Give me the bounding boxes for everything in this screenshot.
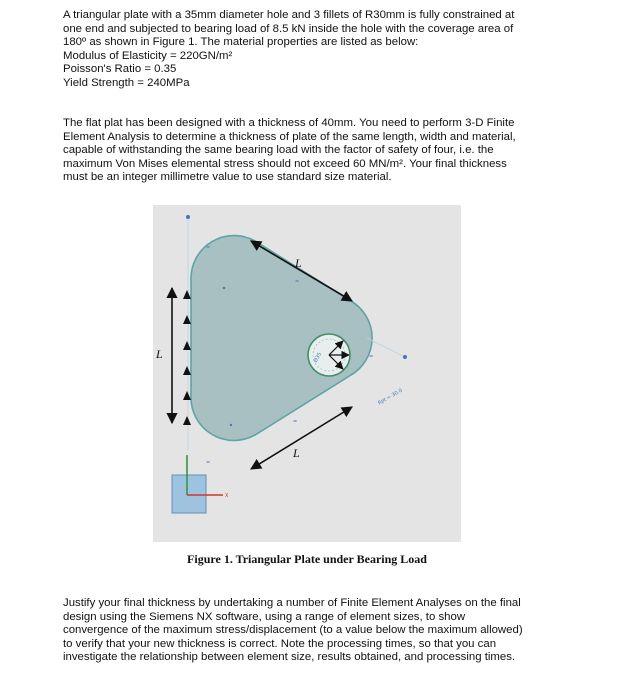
node-dot [230,424,232,426]
equal-mark: = [295,279,300,285]
dimension-label-left: L [156,347,163,361]
justify-line: design using the Siemens NX software, using a range of element sizes, to show [63,610,466,623]
justify-line: convergence of the maximum stress/displacement (to a value below the maximum allowed) [63,624,523,637]
fillet-label: Rpt = 30.0 [377,387,404,407]
equal-mark: = [206,460,211,466]
hole-label: Ø35 [312,351,324,364]
intro-line: A triangular plate with a 35mm diameter hole and 3 fillets of R30mm is fully constrained at [63,9,515,21]
task-line: capable of withstanding the same bearing load with the factor of safety of four, i.e. the [63,144,494,157]
justify-line: investigate the relationship between element size, results obtained, and processing times. [63,651,516,664]
constraint-triangle [183,341,191,350]
constraint-triangle [183,366,191,375]
constraint-triangle [183,416,191,425]
node-dot [223,287,225,289]
justify-line: to verify that your new thickness is correct. Note the processing times, so that you can [63,637,497,650]
intro-line: one end and subjected to bearing load of 8.5 kN inside the hole with the coverage area of [63,22,514,35]
dimension-label-bottom: L [293,446,300,460]
x-axis-label: X [225,493,229,499]
point-marker [186,215,190,219]
task-paragraph [63,117,563,185]
equal-mark: = [206,245,211,251]
plate-shape [191,236,372,441]
constraint-triangle [183,290,191,299]
task-line: must be an integer millimetre value to use standard size material. [63,171,392,184]
figure-triangular-plate [153,205,461,542]
justify-line: Justify your final thickness by undertaking a number of Finite Element Analyses on the final [63,597,521,609]
intro-paragraph [63,9,563,91]
figure-caption: Figure 1. Triangular Plate under Bearing Load [187,552,427,566]
coordinate-cube [172,475,206,513]
constraint-triangle [183,315,191,324]
dimension-label-top: L [295,256,302,270]
fixed-constraint-symbols [183,290,191,425]
modulus-line: Modulus of Elasticity = 220GN/m² [63,49,233,62]
equal-mark: = [369,354,374,360]
task-line: The flat plat has been designed with a thickness of 40mm. You need to perform 3-D Finite [63,117,515,129]
justify-paragraph [63,597,563,665]
equal-mark: = [293,419,298,425]
point-marker [403,355,407,359]
task-line: Element Analysis to determine a thickness of plate of the same length, width and material, [63,130,516,143]
intro-line: 180º as shown in Figure 1. The material properties are listed as below: [63,36,419,49]
constraint-triangle [183,391,191,400]
poisson-line: Poisson's Ratio = 0.35 [63,63,177,76]
yield-line: Yield Strength = 240MPa [63,76,190,89]
task-line: maximum Von Mises elemental stress should not exceed 60 MN/m². Your final thickness [63,157,507,170]
